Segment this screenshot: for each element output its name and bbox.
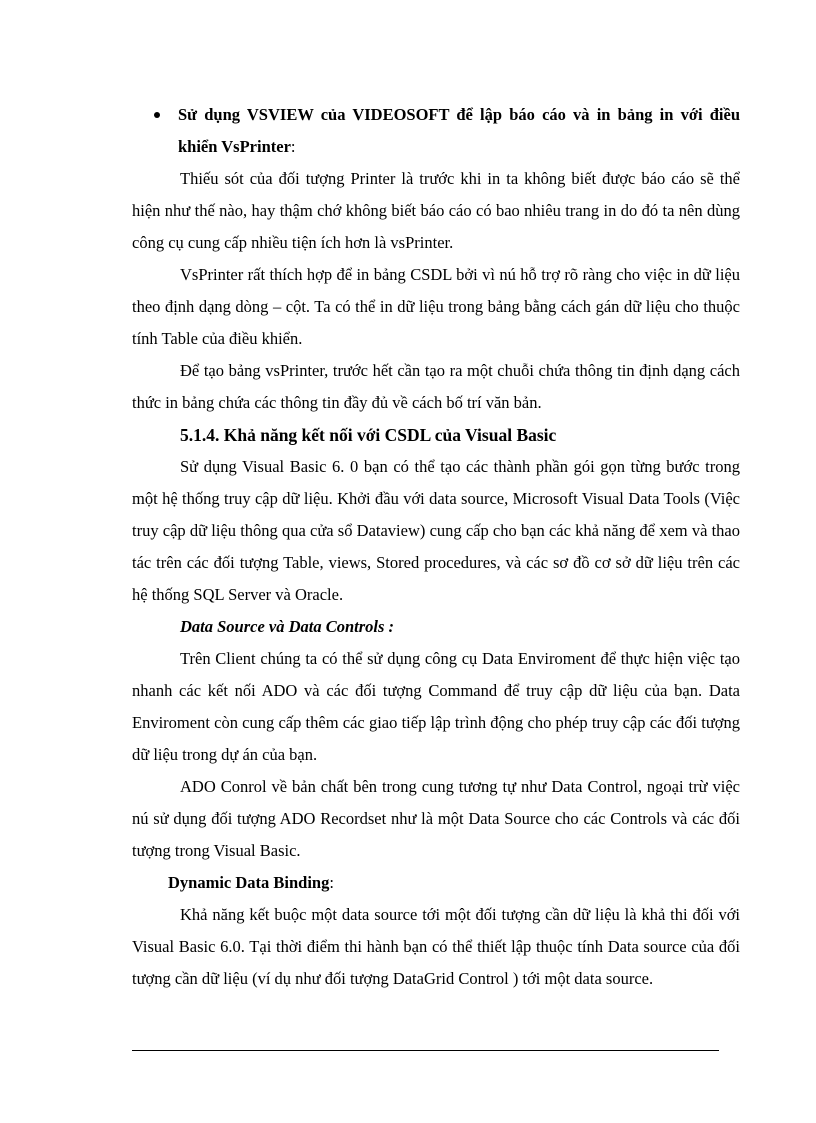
paragraph-data-environment: Trên Client chúng ta có thể sử dụng công cụ Data Enviroment để thực hiện việc tạo nhanh các kết nối ADO và các đối tượng Command để truy cập dữ liệu của bạn. Data Enviroment còn cung cấp thêm các giao tiếp lập trình động cho phép truy cập các đối tượng dữ liệu trong dự án của bạn. bbox=[132, 649, 740, 764]
document-body bbox=[132, 99, 740, 995]
subheading-dynamic-binding-text: Dynamic Data Binding bbox=[168, 873, 330, 892]
bullet-dot-icon bbox=[154, 112, 160, 118]
paragraph-dynamic-binding: Khả năng kết buộc một data source tới một đối tượng cần dữ liệu là khả thi đối với Visual Basic 6.0. Tại thời điểm thi hành bạn có thể thiết lập thuộc tính Data source của đối tượng cần dữ liệu (ví dụ như đối tượng DataGrid Control ) tới một data source. bbox=[132, 905, 740, 988]
bullet-text bbox=[178, 99, 740, 163]
paragraph-visual-basic-data: Sử dụng Visual Basic 6. 0 bạn có thể tạo các thành phần gói gọn từng bước trong một hệ thống truy cập dữ liệu. Khởi đầu với data source, Microsoft Visual Data Tools (Việc truy cập dữ liệu thông qua cửa sổ Dataview) cung cấp cho bạn các khả năng để xem và thao tác trên các đối tượng Table, views, Stored procedures, và các sơ đồ cơ sở dữ liệu trên các hệ thống SQL Server và Oracle. bbox=[132, 457, 740, 604]
bullet-tail: : bbox=[290, 137, 296, 156]
subheading-dynamic-binding bbox=[168, 867, 740, 899]
paragraph-vsprinter-table: VsPrinter rất thích hợp để in bảng CSDL bởi vì nú hỗ trợ rõ ràng cho việc in dữ liệu theo định dạng dòng – cột. Ta có thể in dữ liệu trong bảng bằng cách gán dữ liệu cho thuộc tính Table của điều khiển. bbox=[132, 265, 740, 348]
footer-divider bbox=[132, 1050, 719, 1051]
paragraph-printer-shortcoming: Thiếu sót của đối tượng Printer là trước khi in ta không biết được báo cáo sẽ thể hiện như thế nào, hay thậm chớ không biết báo cáo có bao nhiêu trang in do đó ta nên dùng công cụ cung cấp nhiều tiện ích hơn là vsPrinter. bbox=[132, 169, 740, 252]
bullet-heading: Sử dụng VSVIEW của VIDEOSOFT để lập báo cáo và in bảng in với điều khiển VsPrinter bbox=[178, 105, 740, 156]
bullet-item bbox=[130, 99, 740, 163]
paragraph-vsprinter-format: Để tạo bảng vsPrinter, trước hết cần tạo ra một chuỗi chứa thông tin định dạng cách thức in bảng chứa các thông tin đầy đủ về cách bố trí văn bản. bbox=[132, 361, 740, 412]
paragraph-ado-control: ADO Conrol về bản chất bên trong cung tương tự như Data Control, ngoại trừ việc nú sử dụng đối tượng ADO Recordset như là một Data Source cho các Controls và các đối tượng trong Visual Basic. bbox=[132, 777, 740, 860]
section-heading: 5.1.4. Khả năng kết nối với CSDL của Visual Basic bbox=[180, 425, 557, 445]
subheading-data-source: Data Source và Data Controls : bbox=[180, 617, 395, 636]
subheading-dynamic-binding-tail: : bbox=[329, 873, 334, 892]
